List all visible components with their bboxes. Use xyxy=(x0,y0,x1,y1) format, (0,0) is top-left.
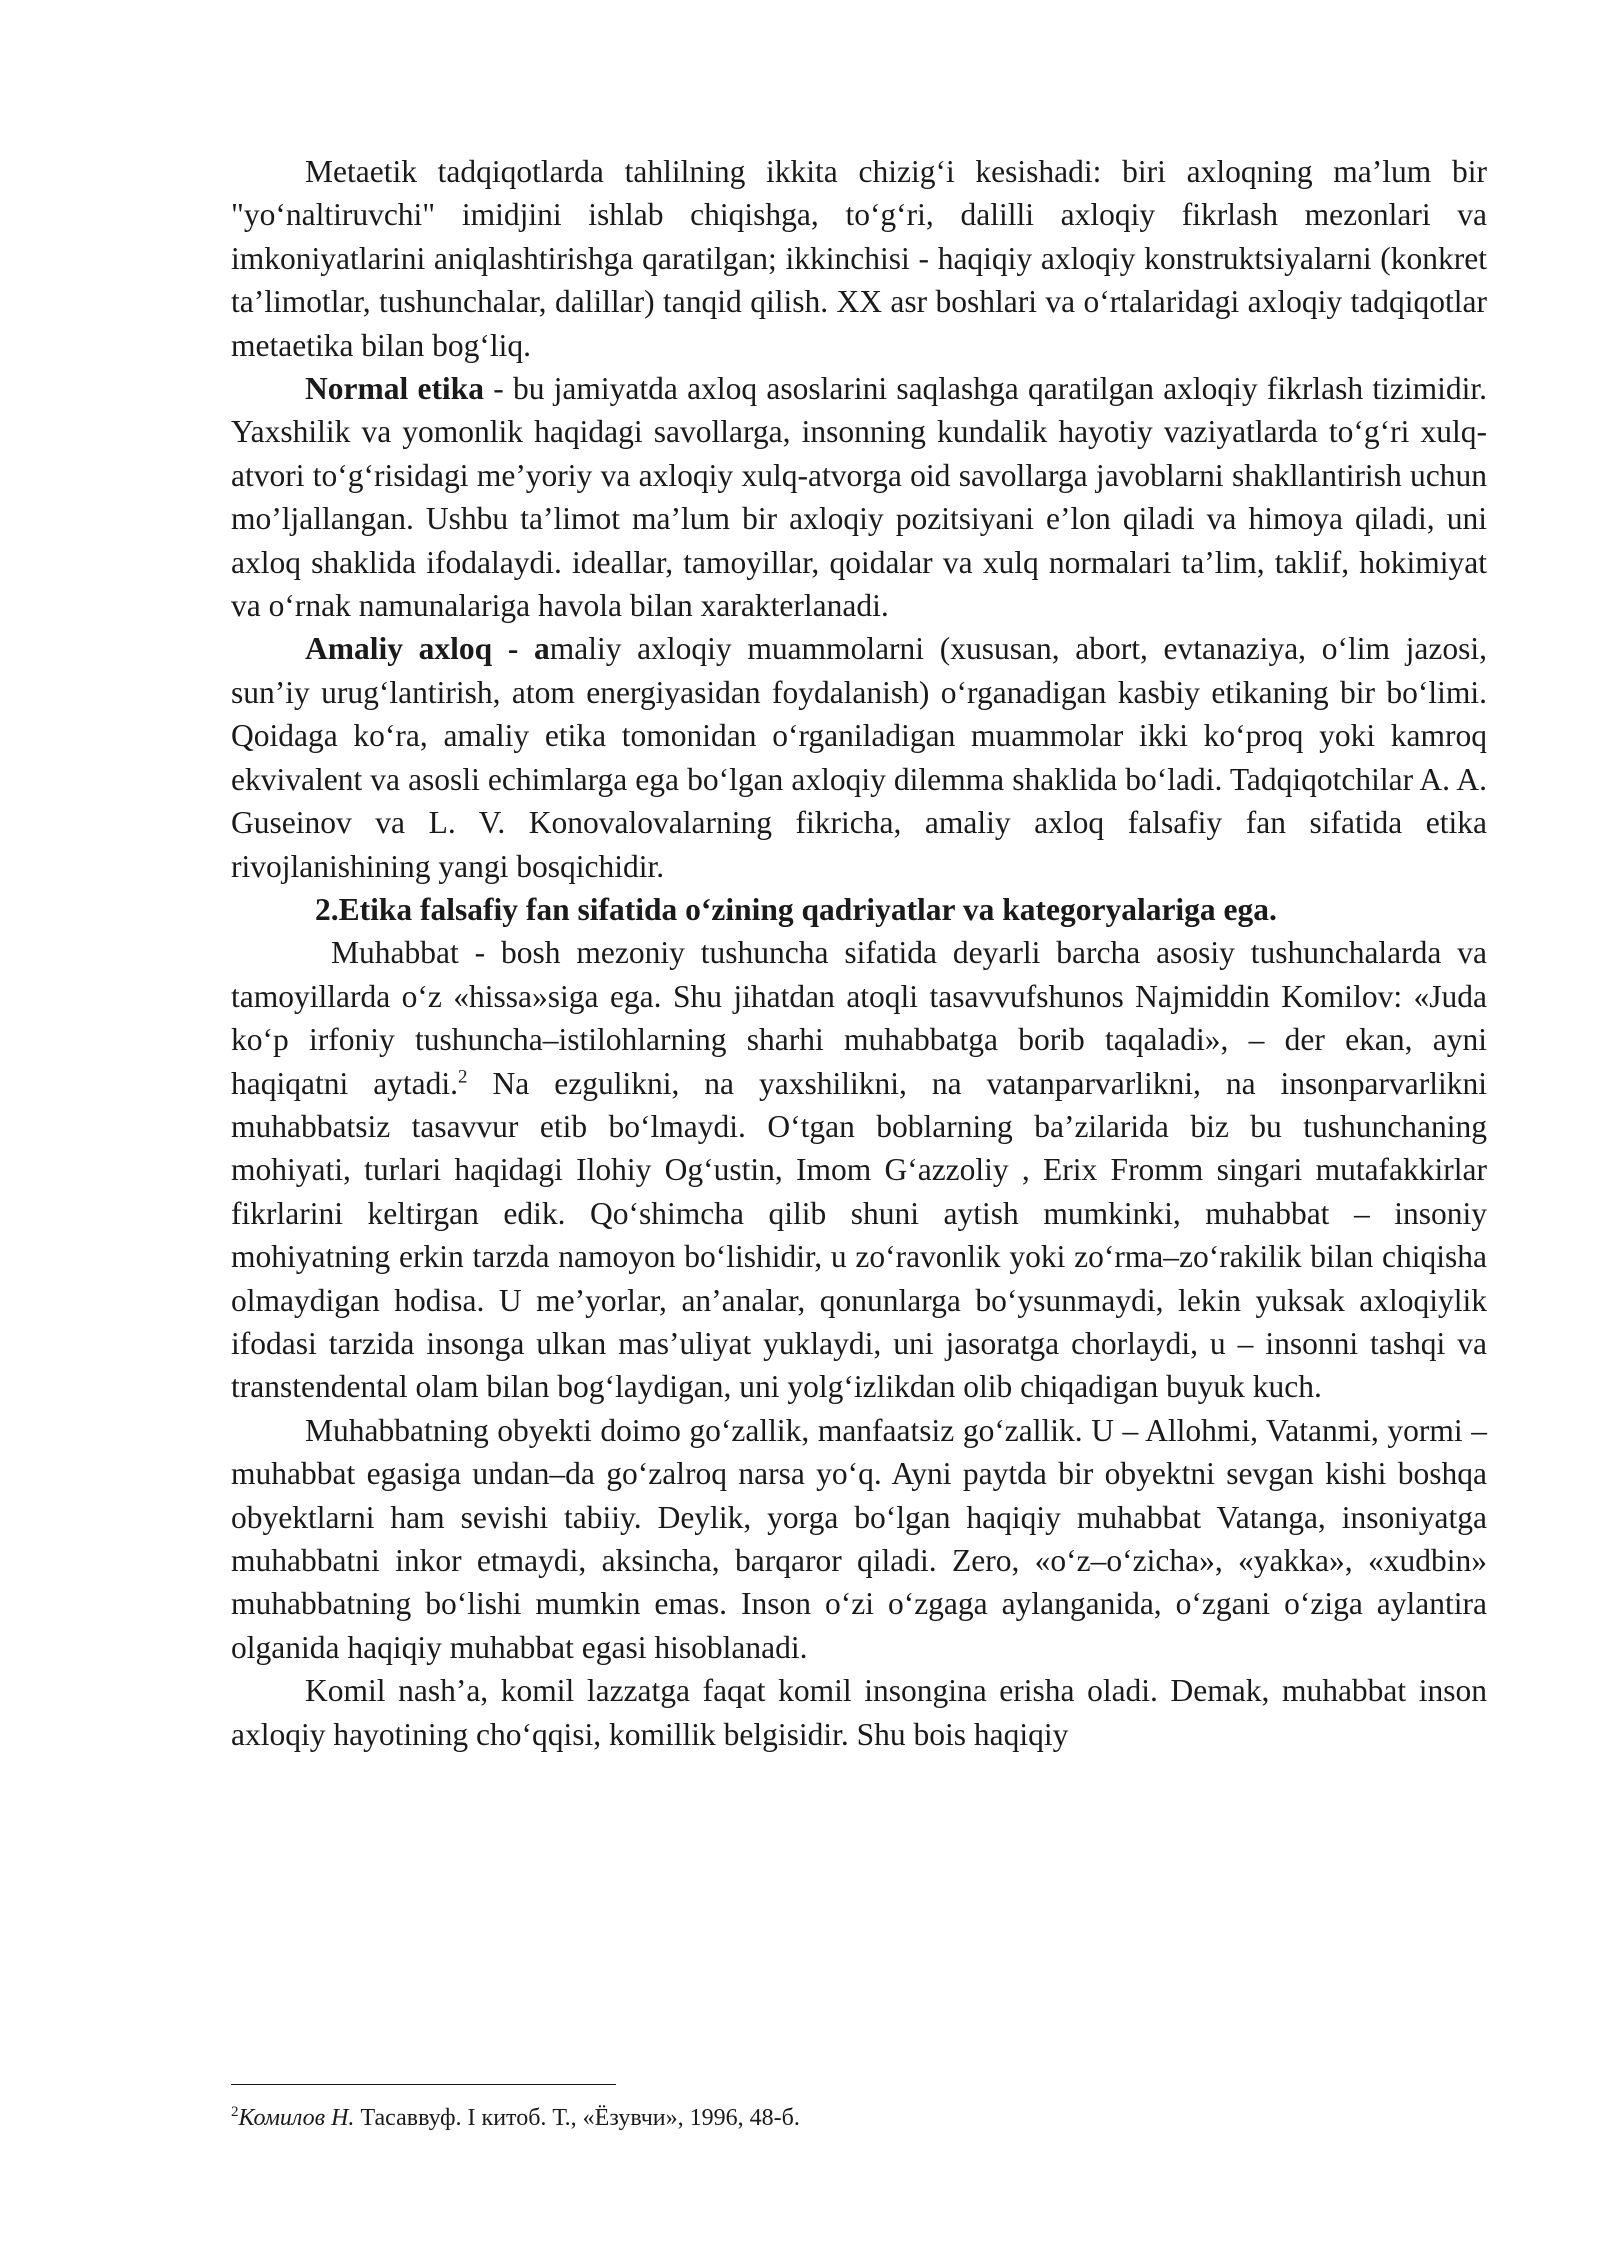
paragraph-perfect-pleasure xyxy=(231,1669,1487,1756)
footnote-author: Комилов Н. xyxy=(238,2105,355,2131)
term-normal-ethics: Normal etika xyxy=(305,371,484,407)
paragraph-object-of-love-text: Muhabbatning obyekti doimo go‘zallik, manfaatsiz go‘zallik. U – Allohmi, Vatanmi, yormi – muhabbat egasiga undan–da go‘zalroq narsa yo‘q. Ayni paytda bir obyektni sevgan kishi boshqa obyektlarni ham sevishi tabiiy. Deylik, yorga bo‘lgan haqiqiy muhabbat Vatanga, insoniyatga muhabbatni inkor etmaydi, aksincha, barqaror qiladi. Zero, «o‘z–o‘zicha», «yakka», «xudbin» muhabbatning bo‘lishi mumkin emas. Inson o‘zi o‘zgaga aylanganida, o‘zgani o‘ziga aylantira olganida haqiqiy muhabbat egasi hisoblanadi. xyxy=(231,1412,1487,1665)
paragraph-love xyxy=(231,931,1487,1408)
footnote-number: 2 xyxy=(231,2104,239,2120)
paragraph-perfect-pleasure-text: Komil nash’a, komil lazzatga faqat komil insongina erisha oladi. Demak, muhabbat inson axloqiy hayotining cho‘qqisi, komillik belgisidir. Shu bois haqiqiy xyxy=(231,1673,1487,1752)
paragraph-metaethics-text: Metaetik tadqiqotlarda tahlilning ikkita chizig‘i kesishadi: biri axloqning ma’lum bir "yo‘naltiruvchi" imidjini ishlab chiqishga, to‘g‘ri, dalilli axloqiy fikrlash mezonlari va imkoniyatlarini aniqlashtirishga qaratilgan; ikkinchisi - haqiqiy axloqiy konstruktsiyalarni (konkret ta’limotlar, tushunchalar, dalillar) tanqid qilish. XX asr boshlari va o‘rtalaridagi axloqiy tadqiqotlar metaetika bilan bog‘liq. xyxy=(231,154,1487,363)
paragraph-applied-ethics xyxy=(231,627,1487,887)
footnote-reference[interactable]: 2 xyxy=(458,1066,468,1088)
footnote-divider xyxy=(231,2084,616,2085)
footnote-text: Тасаввуф. I китоб. Т., «Ёзувчи», 1996, 48-б. xyxy=(354,2105,800,2131)
document-page xyxy=(231,150,1487,1756)
paragraph-normal-ethics xyxy=(231,367,1487,627)
footnote xyxy=(231,2103,800,2133)
paragraph-love-text-a: Muhabbat - bosh mezoniy tushuncha sifatida deyarli barcha asosiy tushunchalarda va tamoyillarda o‘z «hissa»siga ega. Shu jihatdan atoqli tasavvufshunos Najmiddin Komilov: «Juda ko‘p irfoniy tushuncha–istilohlarning sharhi muhabbatga borib taqaladi», – der ekan, ayni haqiqatni aytadi. xyxy=(231,935,1487,1101)
paragraph-object-of-love xyxy=(231,1409,1487,1669)
paragraph-metaethics xyxy=(231,150,1487,367)
paragraph-love-text-b: Na ezgulikni, na yaxshilikni, na vatanparvarlikni, na insonparvarlikni muhabbatsiz tasavvur etib bo‘lmaydi. O‘tgan boblarning ba’zilarida biz bu tushunchaning mohiyati, turlari haqidagi Ilohiy Og‘ustin, Imom G‘azzoliy , Erix Fromm singari mutafakkirlar fikrlarini keltirgan edik. Qo‘shimcha qilib shuni aytish mumkinki, muhabbat – insoniy mohiyatning erkin tarzda namoyon bo‘lishidir, u zo‘ravonlik yoki zo‘rma–zo‘rakilik bilan chiqisha olmaydigan hodisa. U me’yorlar, an’analar, qonunlarga bo‘ysunmaydi, lekin yuksak axloqiylik ifodasi tarzida insonga ulkan mas’uliyat yuklaydi, uni jasoratga chorlaydi, u – insonni tashqi va transtendental olam bilan bog‘laydigan, uni yolg‘izlikdan olib chiqadigan buyuk kuch. xyxy=(231,1065,1487,1405)
section-heading: 2.Etika falsafiy fan sifatida o‘zining qadriyatlar va kategoryalariga ega. xyxy=(315,891,1277,927)
paragraph-normal-ethics-text: - bu jamiyatda axloq asoslarini saqlashga qaratilgan axloqiy fikrlash tizimidir. Yaxshilik va yomonlik haqidagi savollarga, insonning kundalik hayotiy vaziyatlarda to‘g‘ri xulq-atvori to‘g‘risidagi me’yoriy va axloqiy xulq-atvorga oid savollarga javoblarni shakllantirish uchun mo’ljallangan. Ushbu ta’limot ma’lum bir axloqiy pozitsiyani e’lon qiladi va himoya qiladi, uni axloq shaklida ifodalaydi. ideallar, tamoyillar, qoidalar va xulq normalari ta’lim, taklif, hokimiyat va o‘rnak namunalariga havola bilan xarakterlanadi. xyxy=(231,371,1488,624)
paragraph-applied-ethics-text: maliy axloqiy muammolarni (xususan, abort, evtanaziya, o‘lim jazosi, sun’iy urug‘lantirish, atom energiyasidan foydalanish) o‘rganadigan kasbiy etikaning bir bo‘limi. Qoidaga ko‘ra, amaliy etika tomonidan o‘rganiladigan muammolar ikki ko‘proq yoki kamroq ekvivalent va asosli echimlarga ega bo‘lgan axloqiy dilemma shaklida bo‘ladi. Tadqiqotchilar A. A. Guseinov va L. V. Konovalovalarning fikricha, amaliy axloq falsafiy fan sifatida etika rivojlanishining yangi bosqichidir. xyxy=(231,631,1487,884)
term-applied-ethics: Amaliy axloq - a xyxy=(305,631,550,667)
